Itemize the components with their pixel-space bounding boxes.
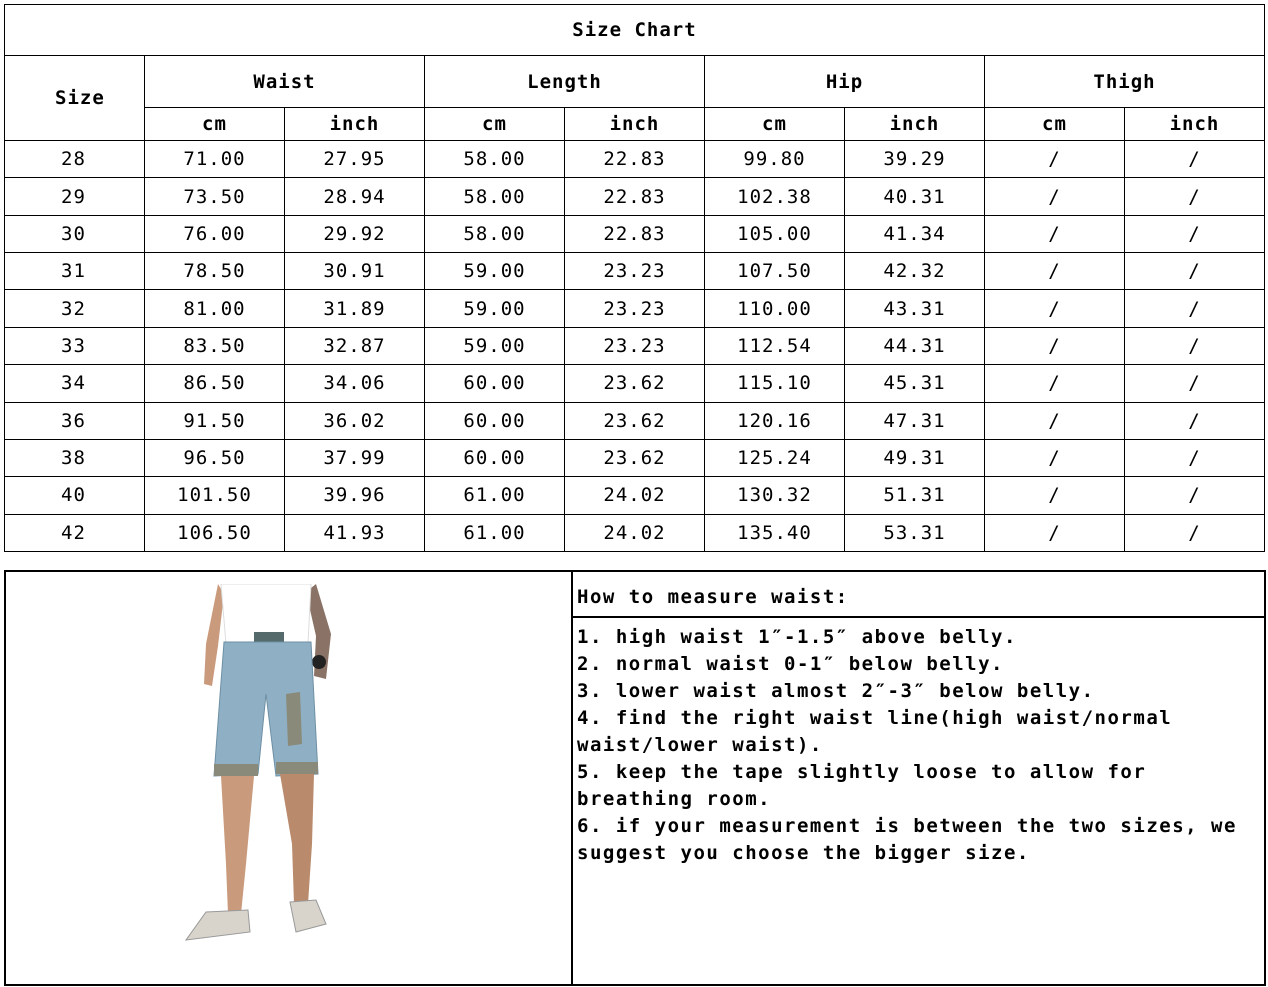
measure-cell: / xyxy=(1125,141,1265,178)
measure-cell: 83.50 xyxy=(145,327,285,364)
measure-cell: 34.06 xyxy=(285,365,425,402)
measure-cell: / xyxy=(985,365,1125,402)
measure-cell: 58.00 xyxy=(425,215,565,252)
measure-cell: 23.23 xyxy=(565,327,705,364)
measure-cell: 130.32 xyxy=(705,477,845,514)
size-cell: 30 xyxy=(5,215,145,252)
table-row xyxy=(5,365,1265,402)
size-cell: 28 xyxy=(5,141,145,178)
measure-cell: 78.50 xyxy=(145,253,285,290)
guide-step: 4. find the right waist line(high waist/normal waist/lower waist). xyxy=(577,707,1173,756)
measure-cell: 43.31 xyxy=(845,290,985,327)
table-row xyxy=(5,290,1265,327)
unit-header: cm xyxy=(425,108,565,141)
measure-cell: 120.16 xyxy=(705,402,845,439)
table-row xyxy=(5,514,1265,551)
measure-cell: 112.54 xyxy=(705,327,845,364)
unit-header: cm xyxy=(985,108,1125,141)
measure-cell: 73.50 xyxy=(145,178,285,215)
measure-cell: / xyxy=(1125,178,1265,215)
measure-cell: 60.00 xyxy=(425,365,565,402)
measure-cell: 30.91 xyxy=(285,253,425,290)
measure-cell: 53.31 xyxy=(845,514,985,551)
size-cell: 32 xyxy=(5,290,145,327)
guide-step: 6. if your measurement is between the two sizes, we suggest you choose the bigger size. xyxy=(577,815,1237,864)
measure-cell: 58.00 xyxy=(425,141,565,178)
guide-steps xyxy=(573,618,1264,867)
measure-cell: / xyxy=(985,253,1125,290)
measure-cell: 22.83 xyxy=(565,141,705,178)
measure-cell: 23.62 xyxy=(565,365,705,402)
guide-step: 5. keep the tape slightly loose to allow for breathing room. xyxy=(577,761,1147,810)
measure-cell: 91.50 xyxy=(145,402,285,439)
group-header-length: Length xyxy=(425,56,705,108)
measure-cell: / xyxy=(1125,514,1265,551)
size-cell: 36 xyxy=(5,402,145,439)
measure-cell: 115.10 xyxy=(705,365,845,402)
measure-cell: / xyxy=(1125,439,1265,476)
size-cell: 29 xyxy=(5,178,145,215)
measure-cell: 42.32 xyxy=(845,253,985,290)
size-cell: 33 xyxy=(5,327,145,364)
measure-cell: / xyxy=(985,402,1125,439)
measure-cell: 107.50 xyxy=(705,253,845,290)
measure-cell: 86.50 xyxy=(145,365,285,402)
measure-cell: 105.00 xyxy=(705,215,845,252)
measure-cell: 59.00 xyxy=(425,327,565,364)
measure-cell: 102.38 xyxy=(705,178,845,215)
measure-cell: 23.23 xyxy=(565,253,705,290)
measure-cell: 40.31 xyxy=(845,178,985,215)
group-header-waist: Waist xyxy=(145,56,425,108)
measure-cell: 101.50 xyxy=(145,477,285,514)
measure-cell: 27.95 xyxy=(285,141,425,178)
measure-cell: / xyxy=(1125,290,1265,327)
measure-cell: 110.00 xyxy=(705,290,845,327)
measure-cell: 22.83 xyxy=(565,178,705,215)
table-row xyxy=(5,402,1265,439)
group-header-thigh: Thigh xyxy=(985,56,1265,108)
measure-cell: 81.00 xyxy=(145,290,285,327)
guide-step: 2. normal waist 0-1″ below belly. xyxy=(577,653,1004,675)
measure-cell: / xyxy=(985,290,1125,327)
measure-cell: / xyxy=(1125,253,1265,290)
measure-cell: 31.89 xyxy=(285,290,425,327)
measure-cell: 58.00 xyxy=(425,178,565,215)
size-cell: 31 xyxy=(5,253,145,290)
measure-cell: 44.31 xyxy=(845,327,985,364)
size-cell: 38 xyxy=(5,439,145,476)
measure-cell: 106.50 xyxy=(145,514,285,551)
measure-cell: / xyxy=(985,215,1125,252)
measure-cell: 36.02 xyxy=(285,402,425,439)
measure-cell: / xyxy=(985,327,1125,364)
table-row xyxy=(5,253,1265,290)
measure-cell: / xyxy=(1125,327,1265,364)
guide-step: 3. lower waist almost 2″-3″ below belly. xyxy=(577,680,1095,702)
measure-cell: / xyxy=(985,178,1125,215)
measure-cell: 22.83 xyxy=(565,215,705,252)
measure-cell: / xyxy=(1125,215,1265,252)
measure-cell: 59.00 xyxy=(425,253,565,290)
chart-title: Size Chart xyxy=(5,5,1265,56)
measure-cell: 47.31 xyxy=(845,402,985,439)
measure-cell: 39.29 xyxy=(845,141,985,178)
size-cell: 40 xyxy=(5,477,145,514)
size-header: Size xyxy=(5,56,145,141)
measure-cell: 24.02 xyxy=(565,477,705,514)
measure-cell: 45.31 xyxy=(845,365,985,402)
measure-cell: / xyxy=(985,141,1125,178)
measure-cell: 51.31 xyxy=(845,477,985,514)
measure-cell: 135.40 xyxy=(705,514,845,551)
guide-step: 1. high waist 1″-1.5″ above belly. xyxy=(577,626,1017,648)
measure-cell: / xyxy=(1125,402,1265,439)
measure-cell: 60.00 xyxy=(425,439,565,476)
measure-cell: 37.99 xyxy=(285,439,425,476)
unit-header: inch xyxy=(845,108,985,141)
unit-header: inch xyxy=(285,108,425,141)
measure-cell: / xyxy=(985,439,1125,476)
measure-cell: / xyxy=(1125,477,1265,514)
measure-cell: 71.00 xyxy=(145,141,285,178)
measure-guide xyxy=(573,572,1264,984)
table-row xyxy=(5,215,1265,252)
measure-cell: 41.34 xyxy=(845,215,985,252)
measure-cell: 29.92 xyxy=(285,215,425,252)
measurement-panel xyxy=(4,570,1266,986)
table-row xyxy=(5,141,1265,178)
model-shorts-image xyxy=(166,584,366,964)
measure-cell: 32.87 xyxy=(285,327,425,364)
size-cell: 34 xyxy=(5,365,145,402)
measure-cell: 99.80 xyxy=(705,141,845,178)
unit-header: inch xyxy=(1125,108,1265,141)
unit-header: inch xyxy=(565,108,705,141)
measure-cell: 96.50 xyxy=(145,439,285,476)
measure-cell: 23.62 xyxy=(565,439,705,476)
measure-cell: 59.00 xyxy=(425,290,565,327)
measure-cell: 23.62 xyxy=(565,402,705,439)
measure-cell: / xyxy=(985,477,1125,514)
measure-cell: 28.94 xyxy=(285,178,425,215)
measure-cell: 125.24 xyxy=(705,439,845,476)
table-row xyxy=(5,178,1265,215)
guide-title: How to measure waist: xyxy=(573,572,1264,618)
size-cell: 42 xyxy=(5,514,145,551)
table-row xyxy=(5,439,1265,476)
measure-cell: / xyxy=(985,514,1125,551)
unit-header: cm xyxy=(145,108,285,141)
product-photo xyxy=(6,572,573,984)
measure-cell: 61.00 xyxy=(425,477,565,514)
group-header-hip: Hip xyxy=(705,56,985,108)
measure-cell: 76.00 xyxy=(145,215,285,252)
table-row xyxy=(5,477,1265,514)
measure-cell: 49.31 xyxy=(845,439,985,476)
measure-cell: 23.23 xyxy=(565,290,705,327)
measure-cell: 24.02 xyxy=(565,514,705,551)
measure-cell: 61.00 xyxy=(425,514,565,551)
measure-cell: 41.93 xyxy=(285,514,425,551)
table-row xyxy=(5,327,1265,364)
unit-header: cm xyxy=(705,108,845,141)
measure-cell: / xyxy=(1125,365,1265,402)
measure-cell: 60.00 xyxy=(425,402,565,439)
measure-cell: 39.96 xyxy=(285,477,425,514)
size-chart-table xyxy=(4,4,1265,552)
